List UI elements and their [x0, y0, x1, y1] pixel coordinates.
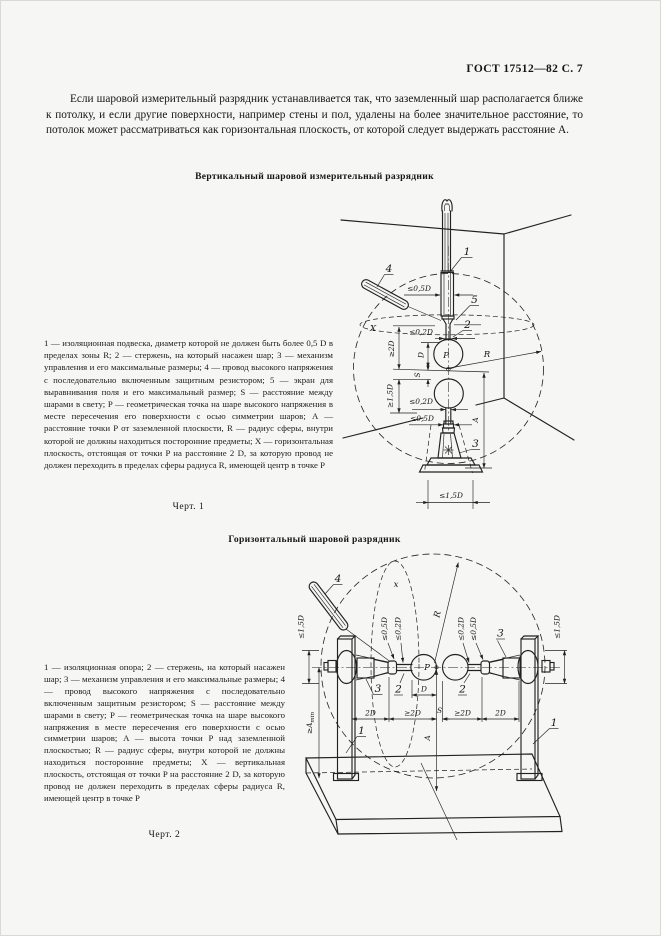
fig1-callout-3: 3 — [472, 438, 479, 450]
fig1-callout-5: 5 — [471, 294, 478, 306]
fig2-dim-ge2d-2: ≥2D — [454, 708, 471, 718]
fig2-dim-15d-left: ≤1,5D — [296, 615, 306, 639]
fig1-dim-02d-top: ≤0,2D — [409, 327, 433, 337]
fig2-dim-Amin — [305, 711, 316, 734]
fig2-dim-02d-right: ≤0,2D — [456, 617, 466, 641]
figure1-drawing — [331, 191, 577, 521]
fig2-dim-S: S — [436, 706, 443, 715]
fig1-dim-A: A — [471, 417, 480, 423]
fig2-dim-A: A — [423, 735, 432, 741]
fig1-label-P: P — [443, 351, 449, 361]
figure2-title: Горизонтальный шаровой разрядник — [228, 534, 401, 545]
page-header: ГОСТ 17512—82 С. 7 — [466, 63, 583, 75]
fig1-dim-05d-bot: ≤0,5D — [410, 414, 434, 423]
figure1-caption: Черт. 1 — [172, 501, 205, 512]
fig2-callout-1-right: 1 — [550, 717, 558, 729]
hatch-star — [444, 445, 454, 455]
fig2-dim-02d-left: ≤0,2D — [393, 617, 403, 641]
fig2-dim-05d-left: ≤0,5D — [380, 617, 389, 641]
fig1-dimensions — [369, 284, 541, 509]
fig1-label-R: R — [483, 350, 491, 360]
fig2-dim-2d-2: 2D — [495, 708, 506, 718]
fig2-callout-2-right: 2 — [459, 683, 466, 696]
fig2-dim-D: D — [421, 684, 427, 694]
figure1-title: Вертикальный шаровой измерительный разрядник — [195, 171, 434, 182]
fig2-dim-Amin-sub: min — [309, 711, 316, 723]
fig1-dim-05d-top: ≤0,5D — [407, 284, 431, 293]
fig2-dim-15d-right: ≤1,5D — [552, 615, 562, 639]
fig2-callout-2-left: 2 — [395, 683, 402, 696]
fig1-dim-ge15d: ≥1,5D — [385, 384, 395, 408]
fig2-callout-3-left: 3 — [374, 683, 382, 695]
fig1-callout-1: 1 — [463, 246, 471, 258]
fig1-callout-4: 4 — [385, 263, 393, 275]
fig1-label-X: X — [369, 324, 377, 334]
figure2-caption: Черт. 2 — [148, 829, 181, 840]
fig2-label-P: P — [424, 663, 430, 673]
fig1-dim-D: D — [416, 352, 426, 358]
fig1-dim-02d-bot: ≤0,2D — [409, 397, 433, 406]
fig2-callout-1-left: 1 — [358, 725, 365, 737]
fig2-callout-4: 4 — [334, 573, 342, 585]
fig2-callout-3-right: 3 — [497, 627, 504, 640]
figure2-legend: 1 — изоляционная опора; 2 — стержень, на который насажен шар; 3 — механизм управления и его максимальные размеры; 4 — провод высокого напряжения с последовательно включенным защитным резистором; S — расстояние между шарами в свету; P — геометрическая точка на шаре высокого напряжения в месте пересечения его поверхности с осью симметрии шаров; A — высота точки P над заземленной плоскостью; R — радиус сферы, внутри которой не должны находиться посторонние предметы; X — вертикальная плоскость, отстоящая от точки P на расстояние 2 D, за которую провод не должен переходить в пределах сферы радиуса R, имеющей центр в точке P — [44, 662, 285, 803]
fig2-label-x: x — [393, 580, 399, 590]
fig2-dim-2d-1: 2D — [365, 708, 376, 718]
figure1-legend: 1 — изоляционная подвеска, диаметр которой не должен быть более 0,5 D в пределах зоны R; 2 — стержень, на который насажен шар; 3 — механизм управления и его максимальные размеры; 4 — провод высокого напряжения с последовательно включенным защитным резистором; 5 — экран для выравнивания поля и его максимальный размер; S — расстояние между шарами в свету; P — геометрическая точка на шаре высокого напряжения в месте пересечения его поверхности с осью симметрии шаров; A — расстояние точки P от заземленной плоскости, R — радиус сферы, внутри которой не должны находиться посторонние предметы; X — горизонтальная плоскость, отстоящая от точки P на расстояние 2 D, за которую провод не должен переходить в пределах сферы радиуса R, имеющей центр в точке P — [44, 338, 333, 471]
fig1-dim-ge2d: ≥2D — [387, 340, 396, 358]
fig2-dim-ge2d-1: ≥2D — [404, 708, 421, 718]
fig1-callout-2: 2 — [464, 319, 471, 331]
fig2-dim-Amin-main: ≥A — [305, 722, 314, 735]
intro-paragraph: Если шаровой измерительный разрядник устанавливается так, что заземленный шар располагается ближе к потолку, и если другие поверхности, например стены и пол, удалены на более значительное расстояние, то потолок может рассматриваться как горизонтальная плоскость, от которой следует выдержать расстояние A. — [46, 93, 583, 137]
right-support — [468, 636, 554, 781]
fig1-dim-15d-bot: ≤1,5D — [439, 491, 463, 500]
fig2-dim-05d-right: ≤0,5D — [469, 617, 478, 641]
fig2-label-R: R — [432, 610, 444, 619]
fig1-dim-S: S — [413, 372, 422, 378]
figure2-drawing — [296, 551, 569, 846]
base-plate — [306, 754, 562, 840]
